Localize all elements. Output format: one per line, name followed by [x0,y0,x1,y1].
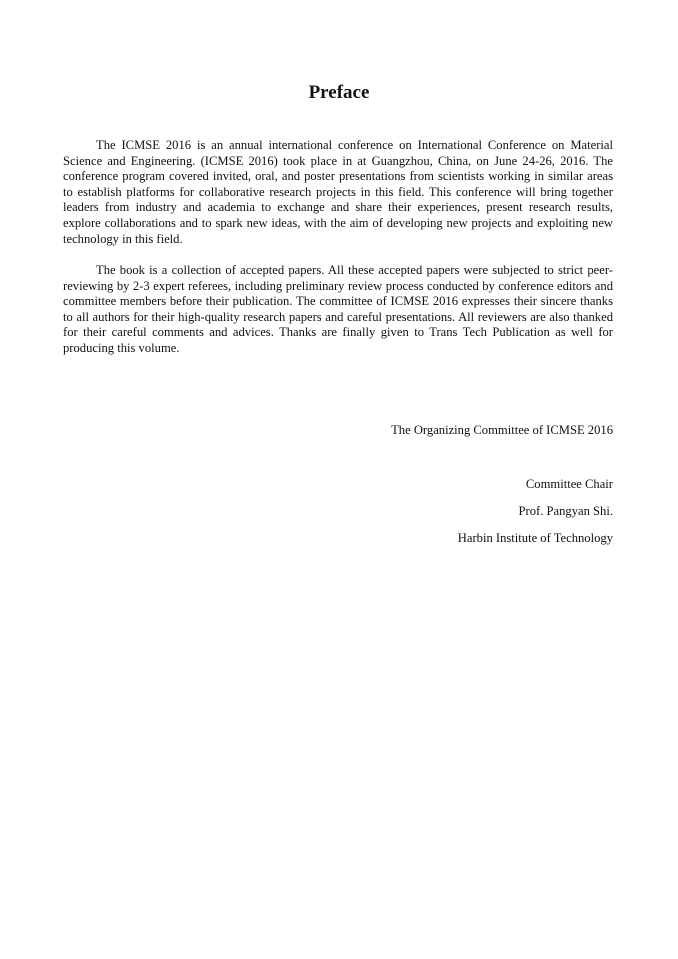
page-title: Preface [308,82,370,103]
signature-committee: The Organizing Committee of ICMSE 2016 [391,423,613,437]
signature-institution: Harbin Institute of Technology [457,531,613,545]
preface-paragraph-1: The ICMSE 2016 is an annual international conference on International Conference on Material Science and Engineering. (ICMSE 2016) took place in at Guangzhou, China, on June 24-26, 2016. The conference program covered invited, oral, and poster presentations from scientists working in similar areas to establish platforms for collaborative research projects in this field. This conference will bring together leaders from industry and academia to exchange and share their experiences, present research results, explore collaborations and to spark new ideas, with the aim of developing new projects and exploiting new technology in this field. [63,138,613,246]
signature-name: Prof. Pangyan Shi. [518,504,613,518]
signature-role: Committee Chair [525,477,613,491]
preface-paragraph-2: The book is a collection of accepted papers. All these accepted papers were subjected to strict peer-reviewing by 2-3 expert referees, including preliminary review process conducted by conference editors and committee members before their publication. The committee of ICMSE 2016 expresses their sincere thanks to all authors for their high-quality research papers and careful presentations. All reviewers are also thanked for their careful comments and advices. Thanks are finally given to Trans Tech Publication as well for producing this volume. [63,263,613,355]
